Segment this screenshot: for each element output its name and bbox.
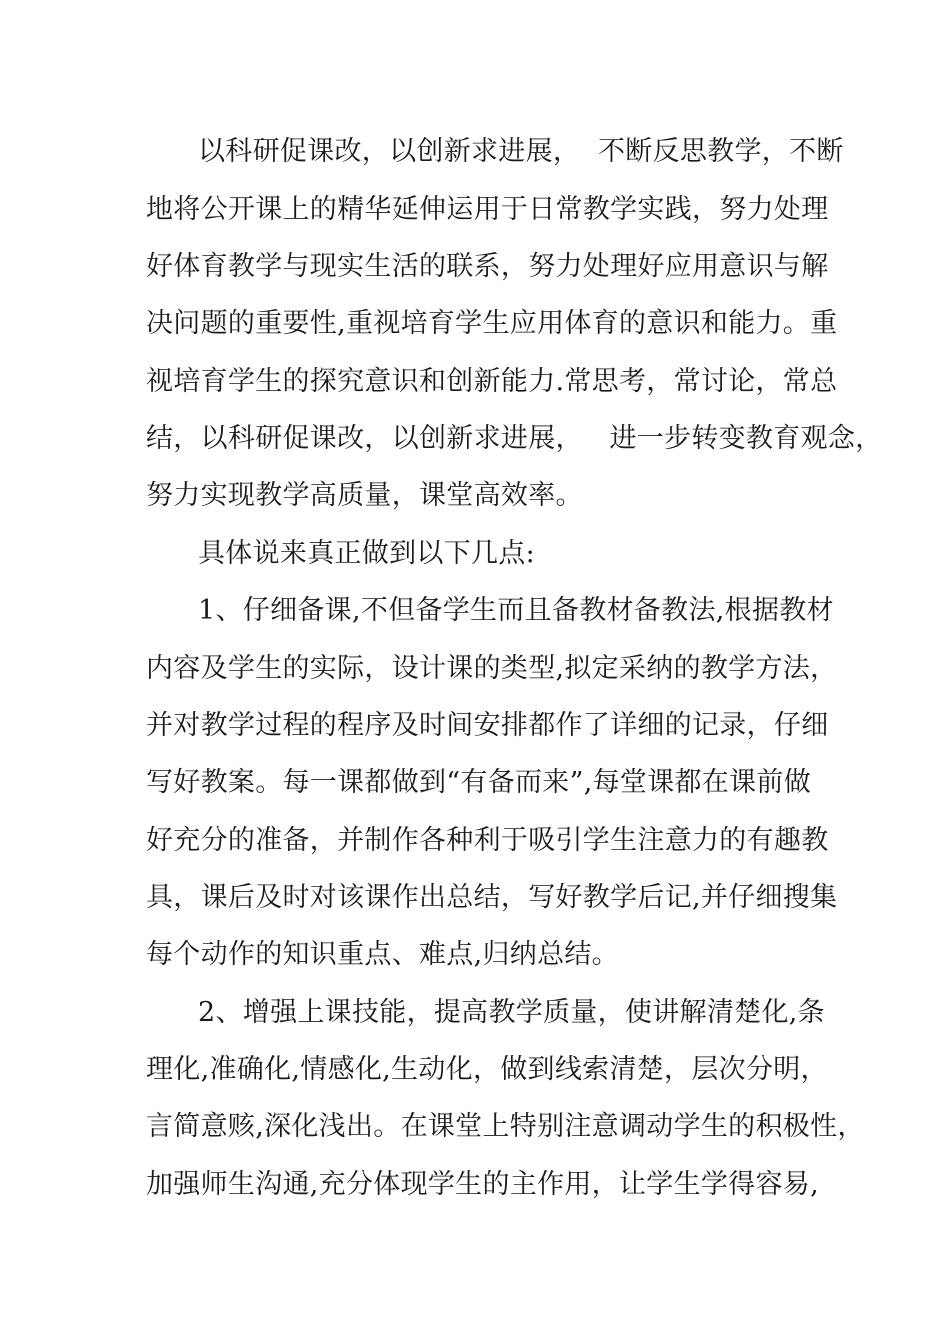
text-line: 决问题的重要性,重视培育学生应用体育的意识和能力。重 bbox=[146, 308, 838, 339]
text-line: 并对教学过程的程序及时间安排都作了详细的记录，仔细 bbox=[146, 710, 829, 741]
text-line: 言简意赅,深化浅出。在课堂上特别注意调动学生的积极性， bbox=[146, 1111, 865, 1142]
text-line: 加强师生沟通,充分体现学生的主作用，让学生学得容易, bbox=[146, 1169, 819, 1200]
text-line: 好充分的准备，并制作各种利于吸引学生注意力的有趣教 bbox=[146, 825, 829, 856]
text-line: 结，以科研促课改，以创新求进展， 进一步转变教育观念， bbox=[146, 423, 883, 454]
text-line: 2、增强上课技能，提高教学质量，使讲解清楚化,条 bbox=[198, 997, 825, 1028]
text-line: 以科研促课改，以创新求进展， 不断反思教学，不断 bbox=[198, 136, 844, 167]
text-line: 1、仔细备课,不但备学生而且备教材备教法,根据教材 bbox=[198, 595, 834, 626]
text-line: 好体育教学与现实生活的联系，努力处理好应用意识与解 bbox=[146, 251, 829, 282]
text-line: 具体说来真正做到以下几点: bbox=[198, 538, 535, 569]
text-line: 地将公开课上的精华延伸运用于日常教学实践，努力处理 bbox=[146, 194, 829, 225]
text-line: 理化,准确化,情感化,生动化，做到线索清楚，层次分明， bbox=[146, 1054, 828, 1085]
text-line: 具，课后及时对该课作出总结，写好教学后记,并仔细搜集 bbox=[146, 882, 838, 913]
text-line: 写好教案。每一课都做到“有备而来”,每堂课都在课前做 bbox=[146, 767, 811, 798]
text-line: 每个动作的知识重点、难点,归纳总结。 bbox=[146, 939, 619, 970]
text-line: 视培育学生的探究意识和创新能力.常思考，常讨论，常总 bbox=[146, 366, 838, 397]
text-line: 努力实现教学高质量，课堂高效率。 bbox=[146, 480, 583, 511]
text-line: 内容及学生的实际，设计课的类型,拟定采纳的教学方法， bbox=[146, 653, 838, 684]
